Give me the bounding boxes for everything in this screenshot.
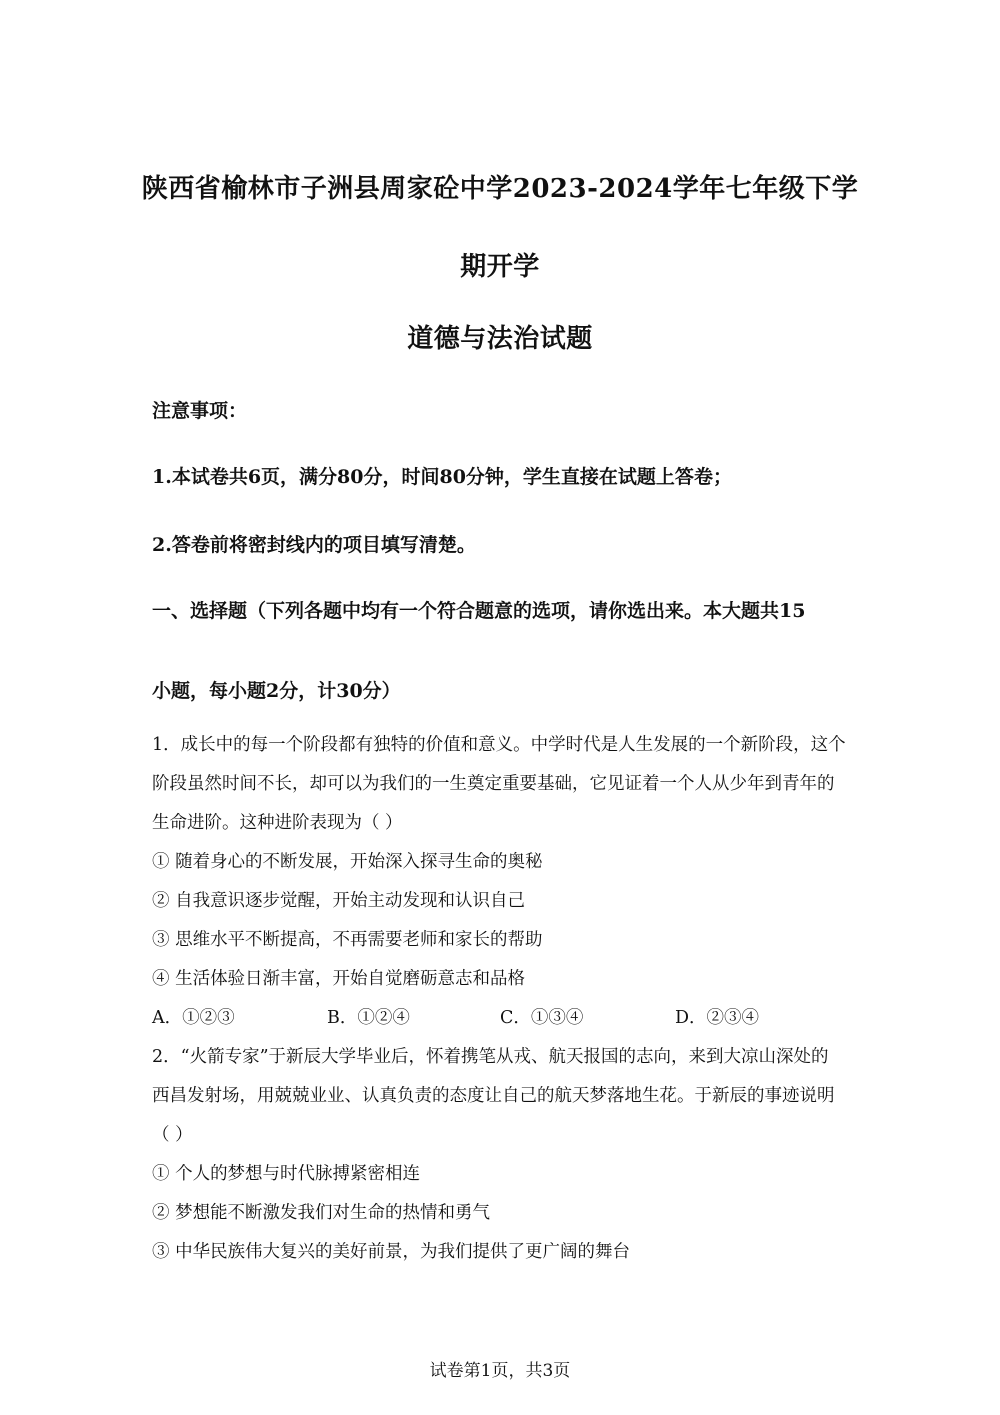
q1-statement-1: ① 随着身心的不断发展，开始深入探寻生命的奥秘 [152, 852, 543, 872]
q1-option-b: B．①②④ [327, 1008, 410, 1028]
notes-heading: 注意事项： [152, 400, 248, 422]
q1-option-a: A．①②③ [152, 1008, 235, 1028]
q1-statement-3: ③ 思维水平不断提高，不再需要老师和家长的帮助 [152, 930, 543, 950]
exam-subtitle: 道德与法治试题 [407, 324, 593, 354]
q2-statement-2: ② 梦想能不断激发我们对生命的热情和勇气 [152, 1203, 491, 1223]
q1-option-c: C．①③④ [500, 1008, 584, 1028]
q2-stem-line-2: 西昌发射场，用兢兢业业、认真负责的态度让自己的航天梦落地生花。于新辰的事迹说明 [152, 1086, 835, 1106]
q1-statement-2: ② 自我意识逐步觉醒，开始主动发现和认识自己 [152, 891, 526, 911]
notes-item-1: 1.本试卷共6页，满分80分，时间80分钟，学生直接在试题上答卷； [152, 466, 732, 488]
q2-stem-line-1: 2．“火箭专家”于新辰大学毕业后，怀着携笔从戎、航天报国的志向，来到大凉山深处的 [152, 1047, 829, 1067]
q1-stem-line-2: 阶段虽然时间不长，却可以为我们的一生奠定重要基础，它见证着一个人从少年到青年的 [152, 774, 835, 794]
q2-statement-3: ③ 中华民族伟大复兴的美好前景，为我们提供了更广阔的舞台 [152, 1242, 631, 1262]
exam-title-line-2: 期开学 [460, 252, 540, 282]
q2-statement-1: ① 个人的梦想与时代脉搏紧密相连 [152, 1164, 421, 1184]
page-footer: 试卷第1页，共3页 [429, 1361, 571, 1381]
notes-item-2: 2.答卷前将密封线内的项目填写清楚。 [152, 534, 476, 556]
q2-stem-line-3: （ ） [152, 1125, 193, 1145]
q1-stem-line-3: 生命进阶。这种进阶表现为（ ） [152, 813, 403, 833]
exam-title-line-1: 陕西省榆林市子洲县周家砼中学2023-2024学年七年级下学 [141, 174, 859, 204]
q1-stem-line-1: 1．成长中的每一个阶段都有独特的价值和意义。中学时代是人生发展的一个新阶段，这个 [152, 735, 846, 755]
section-heading-line-2: 小题，每小题2分，计30分） [152, 680, 401, 702]
section-heading-line-1: 一、选择题（下列各题中均有一个符合题意的选项，请你选出来。本大题共15 [152, 600, 806, 622]
q1-option-d: D．②③④ [675, 1008, 760, 1028]
q1-statement-4: ④ 生活体验日渐丰富，开始自觉磨砺意志和品格 [152, 969, 526, 989]
